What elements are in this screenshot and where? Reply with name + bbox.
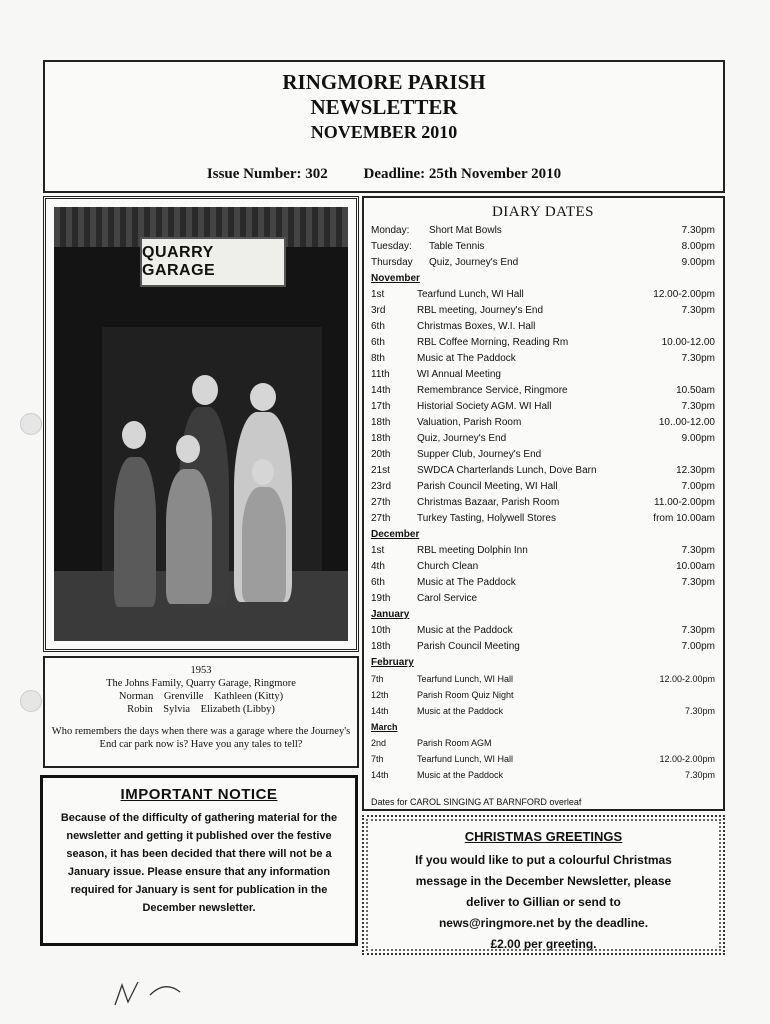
caption-question: Who remembers the days when there was a garage where the Journey's End car park now is? Have you any tales to tell? [51,726,351,750]
greetings-line: deliver to Gillian or send to [466,895,621,909]
diary-row: Monday: Short Mat Bowls 7.30pm [371,225,715,236]
diary-row: 3rd RBL meeting, Journey's End 7.30pm [371,305,715,316]
punch-hole [20,690,42,712]
photo-head [122,421,146,449]
diary-row: 18th Parish Council Meeting 7.00pm [371,641,715,652]
photo-frame [43,196,359,652]
christmas-greetings [362,815,725,955]
diary-row: 1st Tearfund Lunch, WI Hall 12.00-2.00pm [371,289,715,300]
diary-row: 23rd Parish Council Meeting, WI Hall 7.00pm [371,481,715,492]
diary-row: 14th Music at the Paddock 7.30pm [371,770,715,780]
section-march: March [371,722,398,732]
garage-sign: QUARRY GARAGE [140,237,286,287]
pen-scribble [110,970,200,1010]
diary-row: 1st RBL meeting Dolphin Inn 7.30pm [371,545,715,556]
diary-row: 6th Christmas Boxes, W.I. Hall [371,321,536,332]
notice-body: Because of the difficulty of gathering material for the newsletter and getting it published over the festive season, it has been decided that there will not be a January issue. Please ensure that any information required for January is sent for publication in the December newsletter. [60,812,338,914]
photo-person [114,457,156,607]
diary-dates [362,196,725,811]
caption-line2: Norman Grenville Kathleen (Kitty) [118,691,284,702]
greetings-price: £2.00 per greeting. [490,937,597,951]
diary-row: 8th Music at The Paddock 7.30pm [371,353,715,364]
greetings-line: message in the December Newsletter, please [415,874,672,888]
diary-row: 2nd Parish Room AGM [371,738,492,748]
deadline: Deadline: 25th November 2010 [363,166,562,182]
photo-head [252,459,274,485]
important-notice [40,775,358,946]
photo-caption [43,656,359,768]
photo-person [242,487,286,602]
caption-line1: The Johns Family, Quarry Garage, Ringmore [106,678,296,689]
diary-row: 10th Music at the Paddock 7.30pm [371,625,715,636]
diary-row: 21st SWDCA Charterlands Lunch, Dove Barn 12.30pm [371,465,715,476]
photo-head [250,383,276,411]
section-february: February [371,657,414,668]
section-december: December [371,529,420,540]
greetings-line: If you would like to put a colourful Christmas [415,853,672,867]
diary-row: 14th Music at the Paddock 7.30pm [371,706,715,716]
greetings-title: CHRISTMAS GREETINGS [464,829,623,844]
diary-row: 4th Church Clean 10.00am [371,561,715,572]
caption-year: 1953 [190,665,212,676]
diary-row: 7th Tearfund Lunch, WI Hall 12.00-2.00pm [371,674,715,684]
diary-row: 27th Turkey Tasting, Holywell Stores from 10.00am [371,513,715,524]
diary-row: 27th Christmas Bazaar, Parish Room 11.00-2.00pm [371,497,715,508]
notice-title: IMPORTANT NOTICE [120,786,278,803]
issue-number: Issue Number: 302 [206,166,328,182]
diary-row: 11th WI Annual Meeting [371,369,501,380]
caption-line3: Robin Sylvia Elizabeth (Libby) [127,704,275,715]
section-january: January [371,609,410,620]
diary-row: 6th RBL Coffee Morning, Reading Rm 10.00-12.00 [371,337,715,348]
historic-photo [54,207,348,641]
diary-row: 7th Tearfund Lunch, WI Hall 12.00-2.00pm [371,754,715,764]
diary-row: 18th Valuation, Parish Room 10..00-12.00 [371,417,715,428]
diary-row: 18th Quiz, Journey's End 9.00pm [371,433,715,444]
diary-row: 6th Music at The Paddock 7.30pm [371,577,715,588]
masthead [43,60,725,193]
punch-hole [20,413,42,435]
diary-row: 19th Carol Service [371,593,478,604]
newsletter-title-line2: NEWSLETTER [310,95,458,119]
diary-row: Tuesday: Table Tennis 8.00pm [371,241,715,252]
diary-row: Thursday Quiz, Journey's End 9.00pm [371,257,715,268]
diary-footer-note: Dates for CAROL SINGING AT BARNFORD overleaf [371,797,582,807]
greetings-email-line: news@ringmore.net by the deadline. [438,916,649,930]
diary-row: 14th Remembrance Service, Ringmore 10.50am [371,385,715,396]
issue-line [45,166,723,183]
diary-title: DIARY DATES [491,204,595,220]
newsletter-month: NOVEMBER 2010 [310,122,458,142]
diary-row: 20th Supper Club, Journey's End [371,449,542,460]
newsletter-title-line1: RINGMORE PARISH [282,70,486,94]
diary-row: 12th Parish Room Quiz Night [371,690,514,700]
photo-person [166,469,212,604]
photo-head [176,435,200,463]
photo-head [192,375,218,405]
diary-row: 17th Historial Society AGM. WI Hall 7.30pm [371,401,715,412]
section-november: November [371,273,420,284]
greetings-body [364,850,723,955]
